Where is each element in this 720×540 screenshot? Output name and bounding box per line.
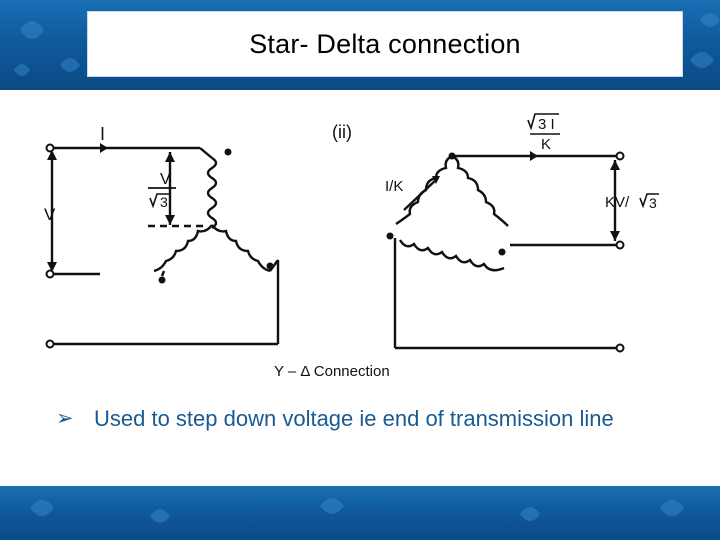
current-star-label: I <box>100 124 106 144</box>
secondary-voltage-label: KV/ <box>605 194 630 211</box>
top-banner <box>0 0 720 90</box>
butterfly-pattern-icon <box>0 486 720 540</box>
secondary-current-denominator: K <box>541 136 552 153</box>
phase-voltage-numerator: V <box>160 171 171 188</box>
circuit-svg <box>30 100 690 385</box>
title-box <box>87 11 683 77</box>
secondary-voltage-root: 3 <box>649 195 657 211</box>
diagram-caption: Y – Δ Connection <box>274 363 390 380</box>
slide-title: Star- Delta connection <box>249 28 521 59</box>
phase-voltage-denominator: 3 <box>160 194 168 210</box>
arrow-bullet-icon: ➢ <box>56 407 74 430</box>
bullet-text: Used to step down voltage ie end of transmission line <box>94 406 614 431</box>
star-delta-diagram <box>30 100 690 385</box>
delta-current-label: I/K <box>385 178 404 195</box>
bullet-point <box>56 404 686 434</box>
bottom-banner <box>0 486 720 540</box>
secondary-current-numerator: 3 I <box>538 116 555 133</box>
panel-label: (ii) <box>332 122 352 142</box>
line-voltage-label: V <box>44 205 56 224</box>
